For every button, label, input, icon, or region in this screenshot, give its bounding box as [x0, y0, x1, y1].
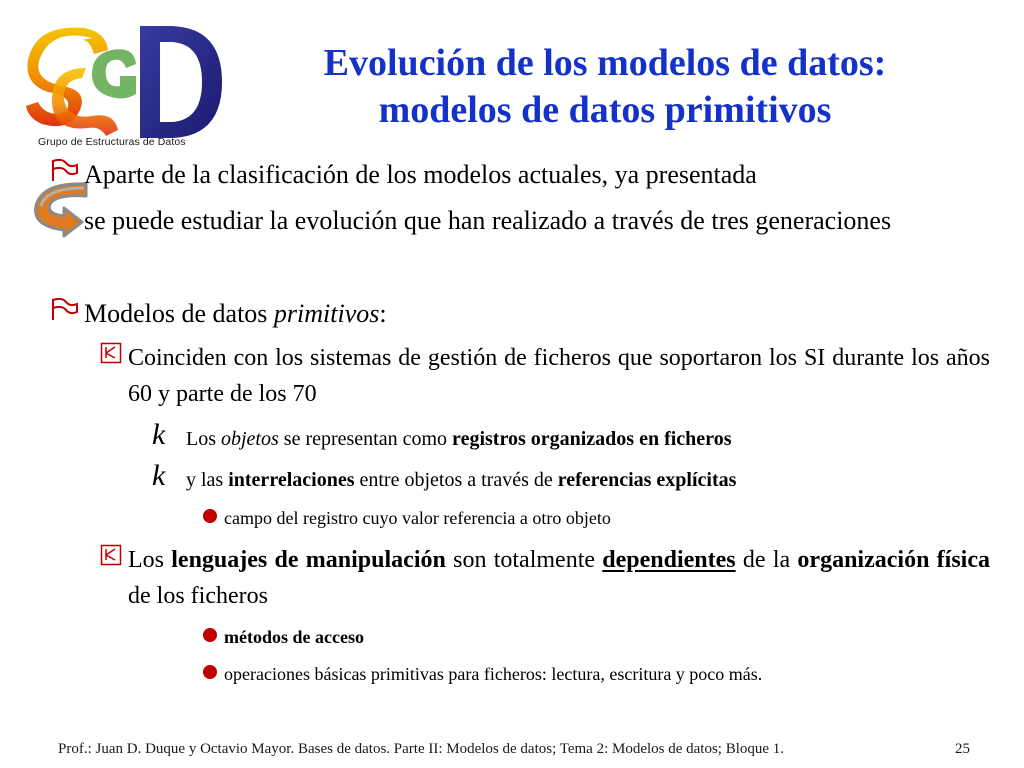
bullet-item-7: [128, 542, 990, 614]
item-1-line-1: Aparte de la clasificación de los modelos actuales, ya presentada: [84, 160, 757, 189]
k-bullet-icon: k: [152, 459, 166, 492]
item-7-b: son totalmente: [445, 547, 603, 573]
item-2-prefix: Modelos de datos: [84, 299, 274, 328]
item-7-a: Los: [128, 547, 172, 573]
title-line-2: modelos de datos primitivos: [378, 89, 832, 131]
bullet-item-3: [128, 340, 990, 412]
item-7-strong-2: dependientes: [602, 547, 736, 573]
item-9-text: operaciones básicas primitivas para ficheros: lectura, escritura y poco más.: [224, 664, 763, 684]
slide-title: [245, 40, 965, 134]
item-4-b: se representan como: [278, 428, 453, 450]
item-7-strong-1: lenguajes de manipulación: [171, 547, 446, 573]
item-6-text: campo del registro cuyo valor referencia a otro objeto: [224, 508, 611, 528]
bullet-item-1: [84, 155, 989, 241]
page-number: 25: [955, 741, 970, 757]
item-7-strong-3: organización física: [797, 547, 990, 573]
item-3-text: Coinciden con los sistemas de gestión de ficheros que soportaron los SI durante los años 60 y parte de los 70: [128, 345, 990, 407]
flag-bullet-icon: [50, 297, 78, 321]
item-1-line-2: se puede estudiar la evolución que han realizado a través de tres generaciones: [84, 206, 892, 235]
bullet-item-2: [84, 294, 989, 334]
item-4-emphasis: objetos: [221, 428, 279, 450]
frown-bullet-icon: [100, 544, 122, 566]
dot-bullet-icon: [203, 628, 217, 642]
item-5-b: entre objetos a través de: [354, 469, 558, 491]
item-2-suffix: :: [379, 299, 387, 328]
item-5-strong-1: interrelaciones: [228, 469, 355, 491]
item-7-d: de los ficheros: [128, 583, 268, 609]
item-5-a: y las: [186, 469, 229, 491]
item-8-strong: métodos de acceso: [224, 627, 364, 647]
title-line-1: Evolución de los modelos de datos:: [323, 42, 887, 84]
bullet-item-9: [224, 659, 989, 690]
ged-logo-icon: [22, 20, 230, 150]
bullet-item-4: [152, 418, 986, 457]
footer-text: Prof.: Juan D. Duque y Octavio Mayor. Bases de datos. Parte II: Modelos de datos; Tema 2: Modelos de datos; Bloque 1.: [58, 741, 785, 757]
bullet-item-5: [152, 459, 986, 498]
item-2-emphasis: primitivos: [273, 299, 380, 328]
item-4-strong: registros organizados en ficheros: [452, 428, 732, 450]
bullet-item-8: [224, 622, 989, 653]
item-5-strong-2: referencias explícitas: [557, 469, 737, 491]
dot-bullet-icon: [203, 665, 217, 679]
item-4-a: Los: [186, 428, 221, 450]
bullet-item-6: [224, 503, 989, 534]
dot-bullet-icon: [203, 509, 217, 523]
flag-bullet-icon: [50, 158, 78, 182]
logo-caption: Grupo de Estructuras de Datos: [38, 136, 186, 148]
frown-bullet-icon: [100, 342, 122, 364]
k-bullet-icon: k: [152, 418, 166, 451]
item-7-c: de la: [735, 547, 798, 573]
